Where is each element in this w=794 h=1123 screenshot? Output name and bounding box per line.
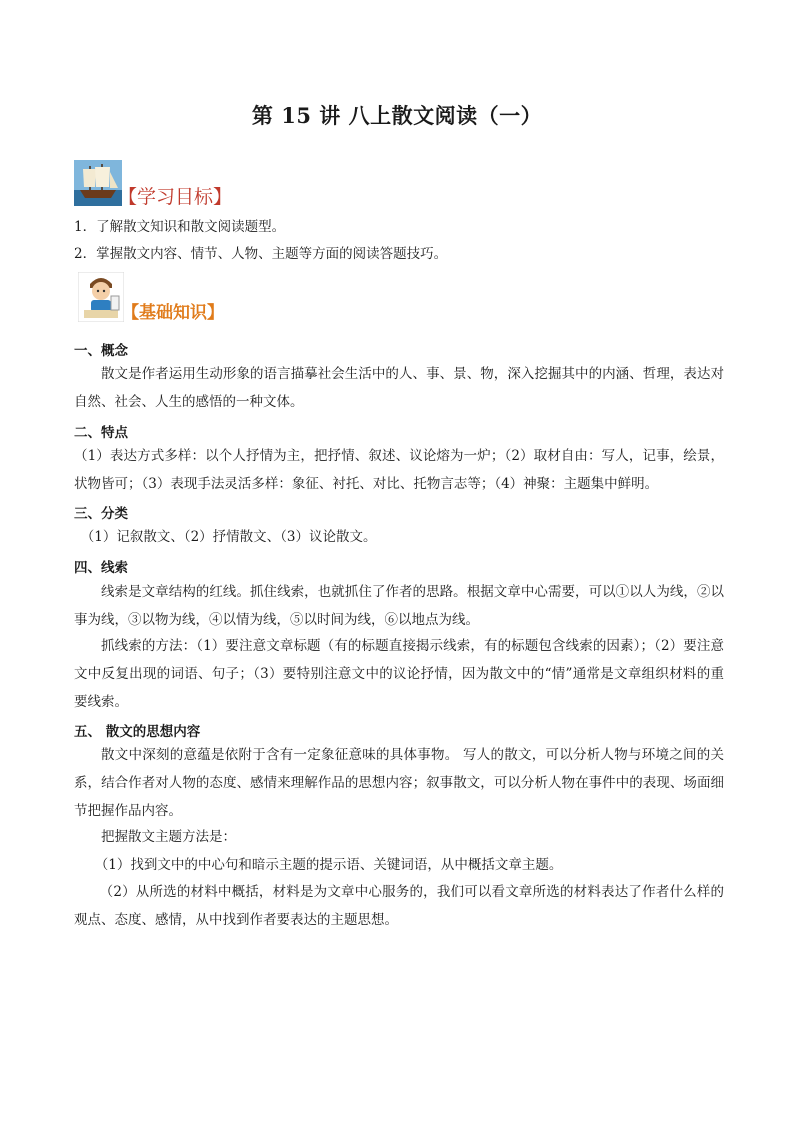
section-4-para-2: 抓线索的方法：（1）要注意文章标题（有的标题直接揭示线索，有的标题包含线索的因素）；（2）要注意文中反复出现的词语、句子；（3）要特别注意文中的议论抒情，因为散文中的“情”通常是文章组织材料的重要线索。 — [74, 638, 724, 710]
section-4-heading: 四、线索 — [74, 560, 128, 576]
section-5-para-1: 散文中深刻的意蕴是依附于含有一定象征意味的具体事物。 写人的散文，可以分析人物与环境之间的关系，结合作者对人物的态度、感情来理解作品的思想内容；叙事散文，可以分析人物在事件中的表现、场面细节把握作品内容。 — [74, 747, 724, 819]
section-3-text: （1）记叙散文、（2）抒情散文、（3）议论散文。 — [80, 529, 377, 545]
basics-heading: 【基础知识】 — [122, 303, 224, 323]
goal-item-1: 1．了解散文知识和散文阅读题型。 — [74, 219, 286, 235]
sailing-ship-icon — [74, 160, 122, 206]
section-3-heading: 三、分类 — [74, 506, 128, 522]
studying-kid-icon — [78, 272, 124, 322]
goals-heading: 【学习目标】 — [118, 186, 233, 208]
section-5-para-2: 把握散文主题方法是： — [101, 829, 236, 845]
section-5-para-3: （1）找到文中的中心句和暗示主题的提示语、关键词语，从中概括文章主题。 — [94, 857, 563, 873]
section-4-para-1: 线索是文章结构的红线。抓住线索，也就抓住了作者的思路。根据文章中心需要，可以①以人为线，②以事为线，③以物为线，④以情为线，⑤以时间为线，⑥以地点为线。 — [74, 584, 724, 628]
section-2-heading: 二、特点 — [74, 425, 128, 441]
goal-item-2: 2．掌握散文内容、情节、人物、主题等方面的阅读答题技巧。 — [74, 246, 448, 262]
section-1-text: 散文是作者运用生动形象的语言描摹社会生活中的人、事、景、物，深入挖掘其中的内涵、哲理，表达对自然、社会、人生的感悟的一种文体。 — [74, 366, 724, 410]
section-5-para-4: （2）从所选的材料中概括，材料是为文章中心服务的，我们可以看文章所选的材料表达了作者什么样的观点、态度、感情，从中找到作者要表达的主题思想。 — [74, 884, 724, 928]
section-2-text: （1）表达方式多样：以个人抒情为主，把抒情、叙述、议论熔为一炉；（2）取材自由：写人，记事，绘景，状物皆可；（3）表现手法灵活多样：象征、衬托、对比、托物言志等；（4）神聚：主题集中鲜明。 — [74, 448, 724, 492]
section-5-heading: 五、 散文的思想内容 — [74, 724, 201, 740]
section-1-heading: 一、概念 — [74, 343, 128, 359]
page-title: 第 15 讲 八上散文阅读（一） — [251, 103, 543, 128]
